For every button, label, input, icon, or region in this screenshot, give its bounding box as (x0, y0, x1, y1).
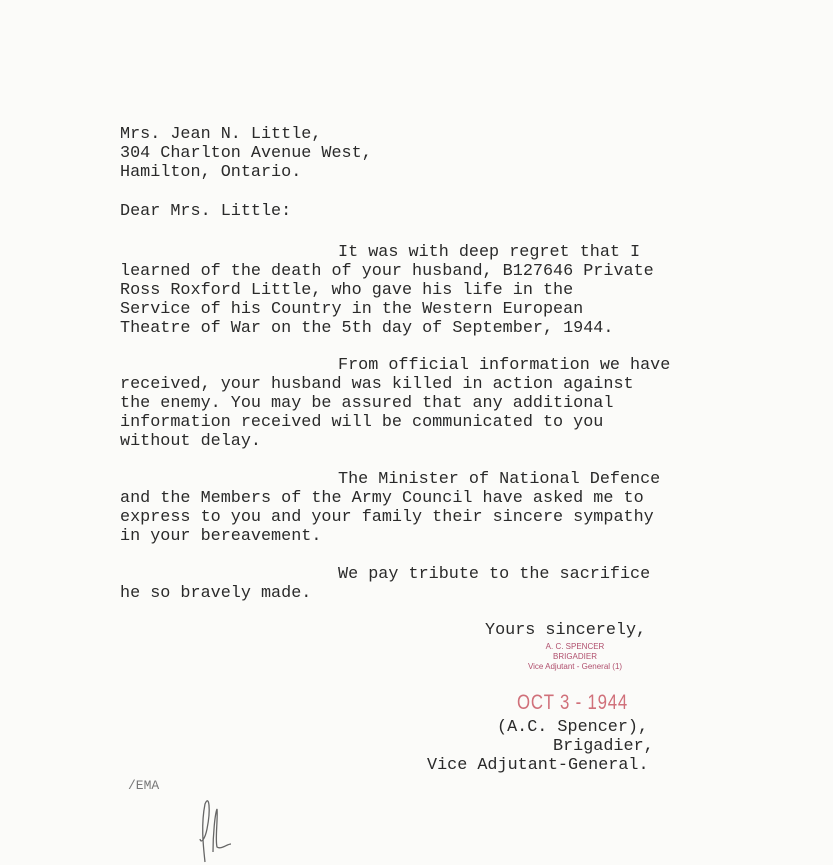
signature-stamp (475, 642, 675, 672)
paragraph-line: We pay tribute to the sacrifice (338, 565, 651, 584)
closing: Yours sincerely, (485, 621, 647, 640)
paragraph-line: received, your husband was killed in action against (120, 375, 634, 394)
paragraph-line: learned of the death of your husband, B127646 Private (120, 262, 654, 281)
recipient-address (120, 125, 372, 182)
paragraph-4 (120, 565, 650, 603)
salutation: Dear Mrs. Little: (120, 202, 292, 221)
paragraph-line: It was with deep regret that I (338, 243, 641, 262)
paragraph-line: Theatre of War on the 5th day of September, 1944. (120, 319, 614, 338)
stamp-name: A. C. SPENCER (545, 642, 605, 651)
handwritten-initials (195, 794, 245, 865)
signer-rank: Brigadier, (553, 737, 654, 756)
paragraph-1 (120, 243, 654, 338)
recipient-name: Mrs. Jean N. Little, (120, 125, 322, 144)
paragraph-3 (120, 470, 660, 546)
stamp-title: Vice Adjutant - General (1) (527, 662, 623, 671)
signer-name: (A.C. Spencer), (497, 718, 649, 737)
paragraph-line: The Minister of National Defence (338, 470, 661, 489)
paragraph-line: Ross Roxford Little, who gave his life in the (120, 281, 574, 300)
paragraph-line: in your bereavement. (120, 527, 322, 546)
paragraph-line: without delay. (120, 432, 261, 451)
paragraph-line: Service of his Country in the Western European (120, 300, 584, 319)
paragraph-line: the enemy. You may be assured that any additional (120, 394, 614, 413)
recipient-city: Hamilton, Ontario. (120, 163, 302, 182)
paragraph-line: express to you and your family their sincere sympathy (120, 508, 654, 527)
stamp-rank: BRIGADIER (552, 652, 597, 661)
paragraph-line: and the Members of the Army Council have asked me to (120, 489, 644, 508)
paragraph-line: he so bravely made. (120, 584, 312, 603)
paragraph-line: From official information we have (338, 356, 671, 375)
signer-title: Vice Adjutant-General. (427, 756, 649, 775)
date-stamp: OCT 3 - 1944 (517, 691, 629, 714)
paragraph-2 (120, 356, 670, 451)
reference-initials: /EMA (128, 778, 160, 793)
recipient-street: 304 Charlton Avenue West, (120, 144, 372, 163)
paragraph-line: information received will be communicated to you (120, 413, 604, 432)
